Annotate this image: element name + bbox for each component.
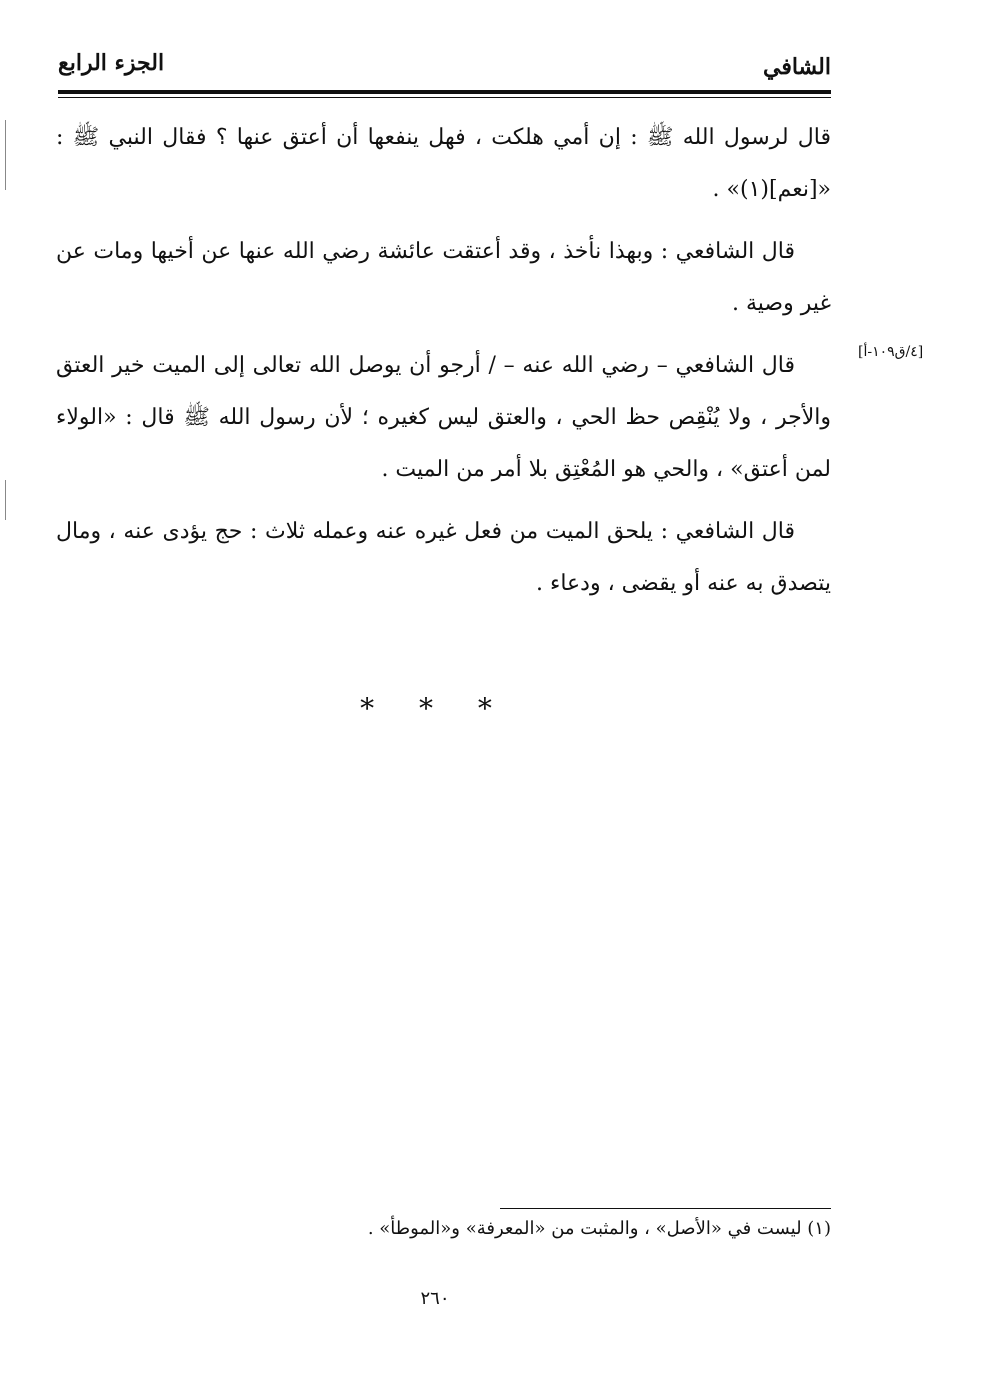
volume-label: الجزء الرابع [58,50,165,76]
paragraph: قال الشافعي : يلحق الميت من فعل غيره عنه وعمله ثلاث : حج يؤدى عنه ، ومال يتصدق به عنه أو يقضى ، ودعاء . [56,519,831,596]
header-rule-thin [58,97,831,98]
running-header [58,44,831,92]
scan-edge-mark [5,480,6,520]
header-rule-thick [58,90,831,94]
scan-edge-mark [5,120,6,190]
footnote: (١) ليست في «الأصل» ، والمثبت من «المعرفة» و«الموطأ» . [367,1218,831,1239]
manuscript-folio-note: [٤/ق١٠٩-أ] [858,344,924,360]
paragraph: قال الشافعي : وبهذا نأخذ ، وقد أعتقت عائشة رضي الله عنها عن أخيها ومات عن غير وصية . [56,239,831,316]
book-title: الشافي [763,54,831,80]
paragraph: قال لرسول الله ﷺ : إن أمي هلكت ، فهل ينفعها أن أعتق عنها ؟ فقال النبي ﷺ : «[نعم](١)» . [56,125,831,202]
paragraph: قال الشافعي – رضي الله عنه – / أرجو أن يوصل الله تعالى إلى الميت خير العتق والأجر ، ولا يُنْقِص حظ الحي ، والعتق ليس كغيره ؛ لأن رسول الله ﷺ قال : «الولاء لمن أعتق» ، والحي هو المُعْتِق بلا أمر من الميت . [56,353,831,482]
footnote-rule [500,1208,831,1209]
page-number: ٢٦٠ [420,1288,450,1309]
main-text [56,112,831,620]
section-ornament: * * * [360,692,510,725]
